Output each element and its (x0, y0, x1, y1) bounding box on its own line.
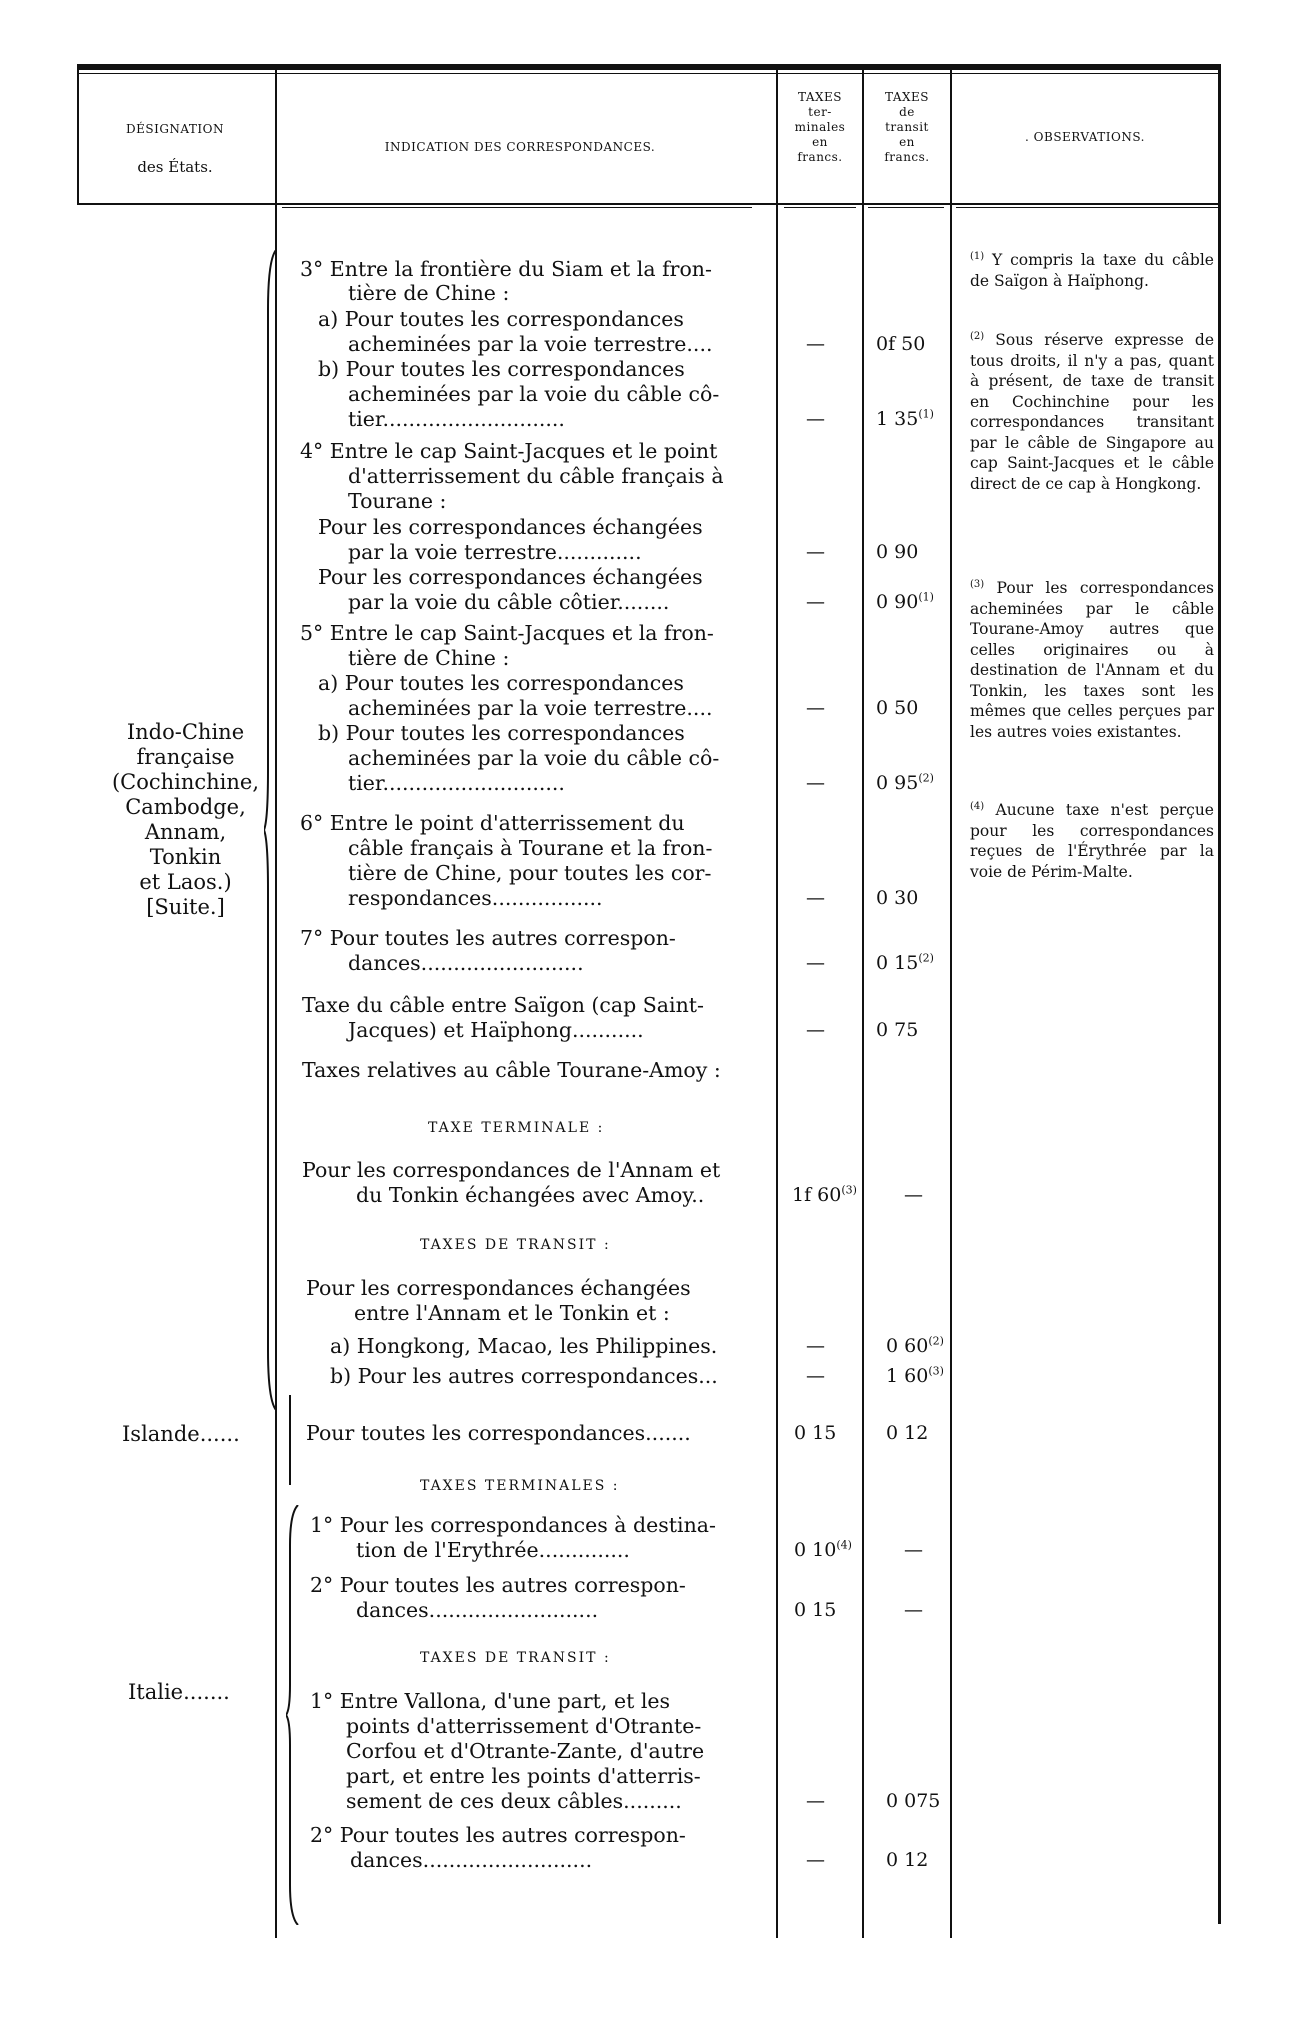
row-3b-line3: tier............................ (348, 407, 565, 431)
header-transit-line: en (899, 135, 915, 149)
row-4-title-line2: d'atterrissement du câble français à (348, 464, 724, 488)
row-it2-line2: dances.......................... (356, 1598, 599, 1622)
row-tr-line1: Pour les correspondances échangées (306, 1276, 691, 1300)
value-islande-terminal: 0 15 (794, 1422, 837, 1444)
row-it1-line1: 1° Pour les correspondances à destina- (310, 1513, 716, 1537)
top-border-thick (77, 64, 1220, 70)
row-itt1-line3: Corfou et d'Otrante-Zante, d'autre (346, 1739, 705, 1763)
observation-note-4 (970, 800, 1214, 882)
header-transit-taxes (864, 90, 950, 165)
value-it1-terminal (794, 1537, 852, 1563)
row-3-title-line2: tière de Chine : (348, 281, 510, 305)
note-marker: (3) (970, 578, 985, 590)
subheading-taxes-terminales: TAXES TERMINALES : (420, 1478, 620, 1494)
row-itt2-line2: dances.......................... (350, 1848, 593, 1872)
row-cable-line1: Taxe du câble entre Saïgon (cap Saint- (302, 993, 704, 1017)
brace-italie (286, 1505, 300, 1925)
header-transit-line: de (899, 105, 915, 119)
col2-header-underline (282, 207, 752, 208)
header-terminal-line: ter- (808, 105, 832, 119)
footnote-ref: (2) (928, 1334, 944, 1348)
row-5a-line1: a) Pour toutes les correspondances (318, 671, 684, 695)
row-itt1-line5: sement de ces deux câbles......... (346, 1789, 682, 1813)
header-terminal-line: minales (794, 120, 846, 134)
value-islande-transit: 0 12 (886, 1422, 929, 1444)
row-6-line4: respondances................. (348, 886, 603, 910)
row-7-line2: dances......................... (348, 951, 584, 975)
note-text: Sous réserve expresse de tous droits, il n'y a pas, quant à présent, de taxe de transit en Cochinchine pour les correspondances transitant par le câble de Singapore au cap Saint-Jacques et le câble direct de ce cap à Hongkong. (970, 331, 1214, 493)
header-transit-line: francs. (884, 150, 930, 164)
header-terminal-line: francs. (797, 150, 843, 164)
footnote-ref: (1) (918, 407, 934, 421)
value-3b-transit (876, 406, 934, 432)
state-line: Indo-Chine (126, 720, 245, 744)
subheading-taxe-terminale: TAXE TERMINALE : (428, 1120, 605, 1136)
value-text: 0 95 (876, 772, 919, 794)
note-marker: (1) (970, 250, 985, 262)
value-text: 1 60 (886, 1365, 929, 1387)
left-border (77, 64, 79, 204)
row-islande: Pour toutes les correspondances....... (306, 1421, 691, 1445)
row-5b-line3: tier............................ (348, 771, 565, 795)
state-line: (Cochinchine, (111, 770, 260, 794)
dash-tra-terminal: — (806, 1335, 825, 1357)
col4-header-underline (868, 207, 944, 208)
row-5-title-line1: 5° Entre le cap Saint-Jacques et la fron- (300, 621, 714, 645)
subheading-taxes-de-transit-italie: TAXES DE TRANSIT : (420, 1650, 611, 1666)
row-3b-line2: acheminées par la voie du câble cô- (348, 382, 720, 406)
row-6-line2: câble français à Tourane et la fron- (348, 836, 713, 860)
row-6-line3: tière de Chine, pour toutes les cor- (348, 861, 712, 885)
col-sep-4 (950, 68, 952, 1938)
state-line: française (136, 745, 235, 769)
value-text: 0 60 (886, 1335, 929, 1357)
state-line: et Laos.) (139, 870, 232, 894)
state-indochine (98, 720, 273, 920)
col3-header-underline (784, 207, 856, 208)
row-tr-a: a) Hongkong, Macao, les Philippines. (330, 1334, 718, 1358)
row-3a-line1: a) Pour toutes les correspondances (318, 307, 684, 331)
state-line: Annam, (144, 820, 227, 844)
value-6-transit: 0 30 (876, 887, 919, 909)
row-itt1-line2: points d'atterrissement d'Otrante- (346, 1714, 702, 1738)
note-marker: (2) (970, 330, 985, 342)
note-marker: (4) (970, 800, 985, 812)
footnote-ref: (3) (841, 1183, 857, 1197)
header-designation-states: des États. (137, 158, 213, 176)
dash-it1-transit: — (904, 1539, 923, 1561)
dash-term-transit: — (904, 1184, 923, 1206)
row-4b-line2: par la voie du câble côtier........ (348, 590, 670, 614)
note-text: Aucune taxe n'est perçue pour les correspondances reçues de l'Érythrée par la voie de Périm-Malte. (970, 801, 1214, 881)
value-3a-transit: 0f 50 (876, 333, 926, 355)
row-5b-line2: acheminées par la voie du câble cô- (348, 746, 720, 770)
footnote-ref: (3) (928, 1364, 944, 1378)
row-tr-b: b) Pour les autres correspondances... (330, 1364, 718, 1388)
value-it2-terminal: 0 15 (794, 1599, 837, 1621)
footnote-ref: (2) (918, 771, 934, 785)
header-transit-line: TAXES (884, 90, 930, 104)
value-5b-transit (876, 770, 934, 796)
footnote-ref: (1) (918, 590, 934, 604)
observation-note-2 (970, 330, 1214, 494)
row-4-title-line1: 4° Entre le cap Saint-Jacques et le point (300, 439, 718, 463)
row-5-title-line2: tière de Chine : (348, 646, 510, 670)
right-border (1218, 64, 1221, 1924)
value-text: 0 15 (876, 952, 919, 974)
state-islande: Islande...... (122, 1422, 240, 1446)
dash-3a-terminal: — (806, 333, 825, 355)
value-itt1-transit: 0 075 (886, 1790, 941, 1812)
value-text: 0 10 (794, 1539, 837, 1561)
value-tra-transit (886, 1333, 944, 1359)
row-5b-line1: b) Pour toutes les correspondances (318, 721, 685, 745)
dash-7-terminal: — (806, 952, 825, 974)
dash-6-terminal: — (806, 887, 825, 909)
islande-row-rule (289, 1395, 291, 1485)
top-border-thin (77, 73, 1220, 74)
value-term-terminal (792, 1182, 857, 1208)
footnote-ref: (4) (836, 1538, 852, 1552)
row-3-title-line1: 3° Entre la frontière du Siam et la fron- (300, 257, 712, 281)
row-tr-line2: entre l'Annam et le Tonkin et : (354, 1301, 670, 1325)
row-4a-line2: par la voie terrestre............. (348, 540, 642, 564)
row-term-line1: Pour les correspondances de l'Annam et (302, 1158, 721, 1182)
dash-5a-terminal: — (806, 697, 825, 719)
row-3a-line2: acheminées par la voie terrestre.... (348, 332, 713, 356)
value-text: 0 90 (876, 591, 919, 613)
dash-4b-terminal: — (806, 591, 825, 613)
row-6-line1: 6° Entre le point d'atterrissement du (300, 811, 685, 835)
header-designation: DÉSIGNATION (125, 122, 225, 136)
header-terminal-taxes (778, 90, 862, 165)
observation-note-3 (970, 578, 1214, 742)
note-text: Pour les correspondances acheminées par le câble Tourane-Amoy autres que celles originaires ou à destination de l'Annam et du Tonkin, les taxes sont les mêmes que celles perçues par les autres voies existantes. (970, 579, 1214, 741)
row-7-line1: 7° Pour toutes les autres correspon- (300, 926, 676, 950)
row-it2-line1: 2° Pour toutes les autres correspon- (310, 1573, 686, 1597)
row-itt1-line1: 1° Entre Vallona, d'une part, et les (310, 1689, 671, 1713)
footnote-ref: (2) (918, 951, 934, 965)
observation-note-1 (970, 250, 1214, 291)
state-line: Cambodge, (125, 795, 246, 819)
row-amoy-heading: Taxes relatives au câble Tourane-Amoy : (302, 1058, 721, 1082)
value-4a-transit: 0 90 (876, 541, 919, 563)
row-term-line2: du Tonkin échangées avec Amoy.. (356, 1183, 705, 1207)
row-cable-line2: Jacques) et Haïphong........... (348, 1018, 644, 1042)
value-7-transit (876, 950, 934, 976)
dash-itt1-terminal: — (806, 1790, 825, 1812)
value-text: 1 35 (876, 408, 919, 430)
header-terminal-line: en (812, 135, 828, 149)
value-trb-transit (886, 1363, 944, 1389)
header-bottom-rule (77, 203, 1220, 205)
row-4-title-line3: Tourane : (348, 489, 447, 513)
note-text: Y compris la taxe du câble de Saïgon à Haïphong. (970, 251, 1214, 290)
dash-cable-terminal: — (806, 1019, 825, 1041)
col-sep-3 (862, 68, 864, 1938)
value-itt2-transit: 0 12 (886, 1849, 929, 1871)
value-4b-transit (876, 589, 934, 615)
header-indication: INDICATION DES CORRESPONDANCES. (384, 140, 656, 154)
brace-indochine (264, 250, 280, 1410)
subheading-taxes-de-transit: TAXES DE TRANSIT : (420, 1237, 611, 1253)
row-itt2-line1: 2° Pour toutes les autres correspon- (310, 1823, 686, 1847)
dash-5b-terminal: — (806, 772, 825, 794)
state-line: Tonkin (149, 845, 222, 869)
row-it1-line2: tion de l'Erythrée.............. (356, 1538, 630, 1562)
dash-itt2-terminal: — (806, 1849, 825, 1871)
row-3b-line1: b) Pour toutes les correspondances (318, 357, 685, 381)
state-line: [Suite.] (146, 895, 225, 919)
value-cable-transit: 0 75 (876, 1019, 919, 1041)
dash-3b-terminal: — (806, 408, 825, 430)
header-transit-line: transit (885, 120, 929, 134)
header-observations: . OBSERVATIONS. (1025, 130, 1145, 144)
row-4a-line1: Pour les correspondances échangées (318, 515, 703, 539)
dash-4a-terminal: — (806, 541, 825, 563)
value-text: 1f 60 (792, 1184, 842, 1206)
col-sep-2 (776, 68, 778, 1938)
row-4b-line1: Pour les correspondances échangées (318, 565, 703, 589)
row-itt1-line4: part, et entre les points d'atterris- (346, 1764, 701, 1788)
row-5a-line2: acheminées par la voie terrestre.... (348, 696, 713, 720)
col5-header-underline (956, 207, 1218, 208)
dash-trb-terminal: — (806, 1365, 825, 1387)
value-5a-transit: 0 50 (876, 697, 919, 719)
state-italie: Italie....... (128, 1680, 230, 1704)
header-terminal-line: TAXES (797, 90, 843, 104)
dash-it2-transit: — (904, 1599, 923, 1621)
